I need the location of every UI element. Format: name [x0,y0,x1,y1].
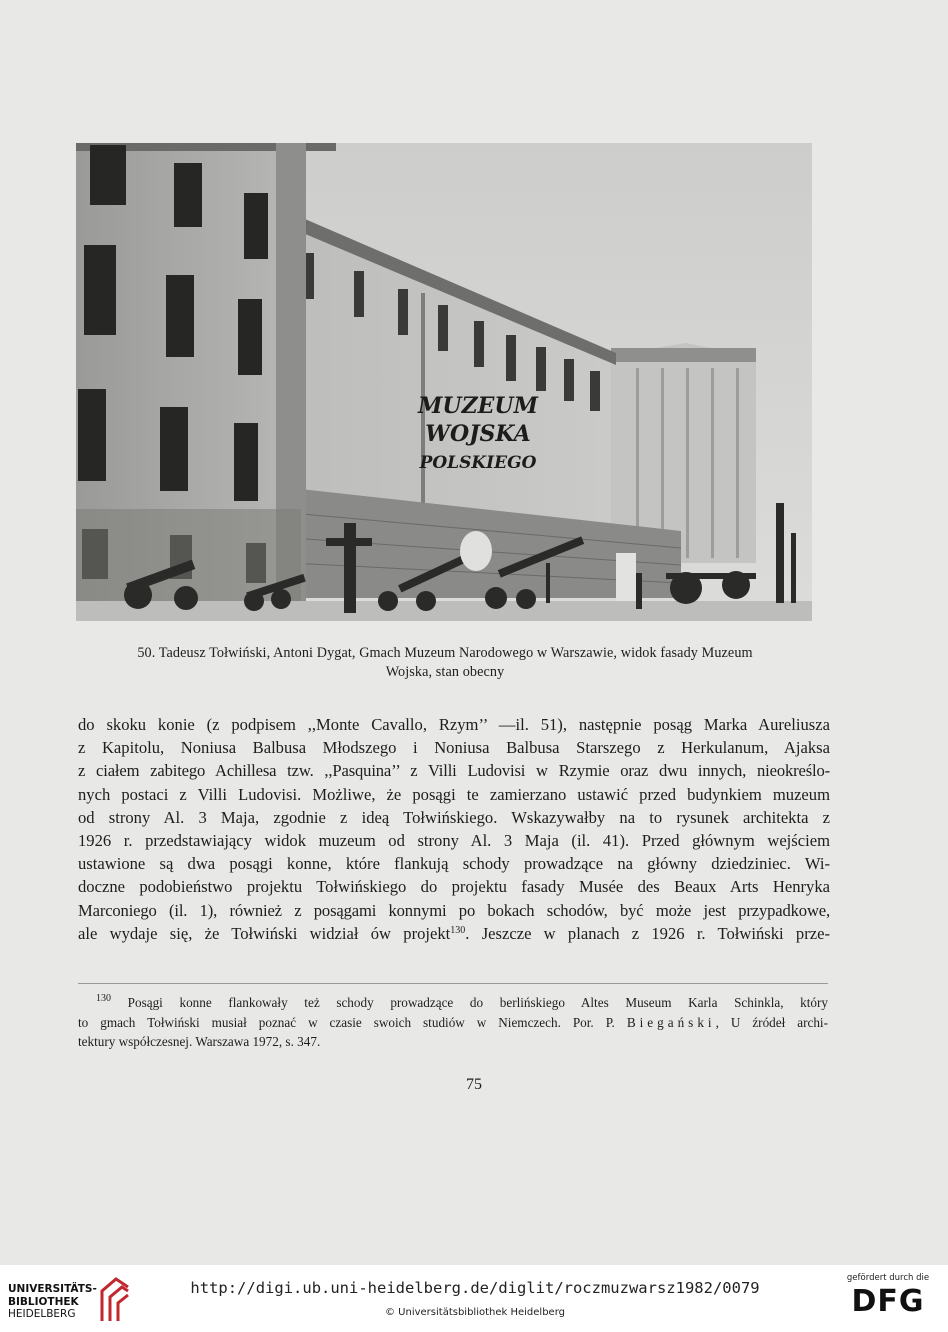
body-line-4: nych postaci z Villi Ludovisi. Możliwe, że posągi te zamierzano ustawić przed budynkiem muzeum [78,784,830,804]
body-line-5: od strony Al. 3 Maja, zgodnie z ideą Tołwińskiego. Wskazywałby na to rysunek architekta z [78,807,830,827]
sign-line-3: POLSKIEGO [419,453,537,473]
body-line-10-start: ale wydaje się, że Tołwiński widział ów projekt [78,923,451,943]
figure-caption [74,644,816,682]
footnote-line-1 [78,993,828,1013]
footnote-line-2-start: to gmach Tołwiński musiał poznać w czasie swoich studiów w Niemczech. Por. P. [78,1014,615,1030]
page-number: 75 [466,1076,482,1093]
permalink-url[interactable]: http://digi.ub.uni-heidelberg.de/diglit/roczmuzwarsz1982/0079 [190,1279,760,1297]
body-paragraph [78,713,830,945]
body-line-10-end: . Jeszcze w planach z 1926 r. Tołwiński prze- [465,923,830,943]
funder-block [838,1273,938,1329]
body-line-7: ustawione są dwa posągi konne, które flankują schody prowadzące na główny dziedziniec. Wi- [78,854,830,874]
body-line-6: 1926 r. przedstawiający widok muzeum od strony Al. 3 Maja (il. 41). Przed głównym wejściem [78,831,830,851]
footnote-author: Biegański [626,1014,716,1030]
library-name-line-3: HEIDELBERG [8,1308,76,1320]
library-name [8,1283,97,1321]
caption-line-2: Wojska, stan obecny [385,664,505,680]
museum-facade-photo [76,143,812,621]
footnote [78,993,828,1052]
sign-line-2: WOJSKA [425,421,531,447]
footnote-line-3: tektury współczesnej. Warszawa 1972, s. 347. [78,1034,321,1049]
sign-line-1: MUZEUM [418,393,538,419]
footnote-line-1-text: Posągi konne flankowały też schody prowadzące do berlińskiego Altes Museum Karla Schinkla, który [127,995,829,1010]
caption-line-1: 50. Tadeusz Tołwiński, Antoni Dygat, Gmach Muzeum Narodowego w Warszawie, widok fasady Muzeum [137,645,753,661]
body-line-3: z ciałem zabitego Achillesa tzw. ,,Pasquina’’ z Villi Ludovisi w Rzymie oraz dwu innych, nieokreślo- [78,761,830,781]
footnote-number: 130 [96,993,111,1004]
body-line-1: do skoku konie (z podpisem ,,Monte Cavallo, Rzym’’ —il. 51), następnie posąg Marka Aureliusza [78,715,830,734]
library-name-line-1: UNIVERSITÄTS- [8,1283,97,1295]
footnote-line-2-end: , U źródeł archi- [715,1014,828,1030]
body-line-2: z Kapitolu, Noniusa Balbusa Młodszego i Noniusa Balbusa Starszego z Herkulanum, Ajaksa [78,738,830,758]
library-emblem-icon [98,1277,132,1323]
footnote-reference[interactable]: 130 [450,924,466,936]
library-name-line-2: BIBLIOTHEK [8,1295,79,1308]
copyright-notice: © Universitätsbibliothek Heidelberg [384,1307,565,1318]
footnote-line-2 [78,1013,828,1033]
funding-label: gefördert durch die [846,1273,930,1283]
museum-photo-drawing [76,143,812,621]
body-line-8: doczne podobieństwo projektu Tołwińskiego do projektu fasady Musée des Beaux Arts Henryka [78,877,830,897]
library-logo[interactable] [8,1273,138,1325]
footnote-separator [78,983,828,984]
dfg-logo[interactable]: DFG [851,1284,925,1319]
body-line-9: Marconiego (il. 1), również z posągami konnymi po bokach schodów, być może jest przypadkowe, [78,900,830,920]
body-line-10 [78,922,830,945]
digitization-footer [0,1265,948,1332]
